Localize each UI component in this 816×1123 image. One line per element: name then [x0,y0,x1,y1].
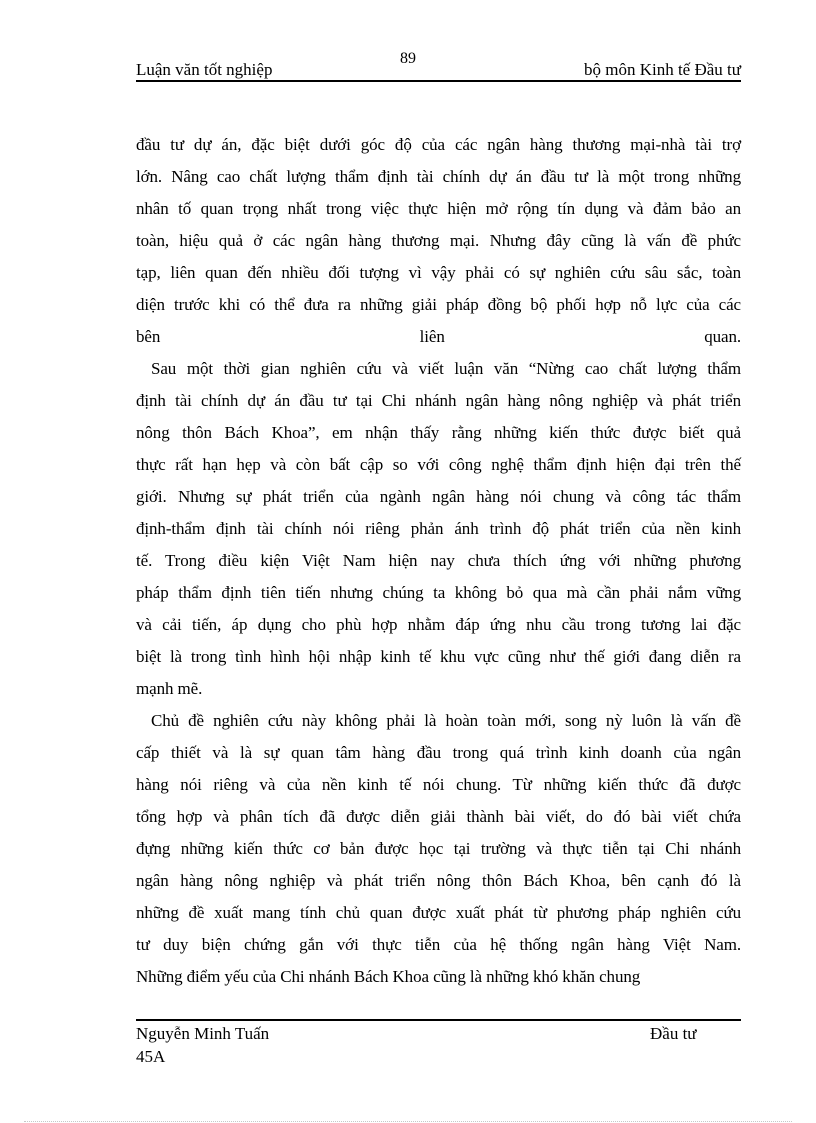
running-header [136,60,741,80]
page-bottom-border [24,1121,792,1122]
text-line: lớn. Nâng cao chất lượng thẩm định tài chính dự án đầu tư là một trong những [136,167,741,186]
text-line: định tài chính dự án đầu tư tại Chi nhánh ngân hàng nông nghiệp và phát triển [136,391,741,410]
footer-class: 45A [136,1047,166,1066]
text-line: những đề xuất mang tính chủ quan được xuất phát từ phương pháp nghiên cứu [136,903,741,922]
text-line: giới. Nhưng sự phát triển của ngành ngân hàng nói chung và công tác thẩm [136,487,741,506]
header-right-title: bộ môn Kinh tế Đầu tư [583,60,741,79]
text-line: Sau một thời gian nghiên cứu và viết luận văn “Nừng cao chất lượng thẩm [151,359,741,378]
footer-rule [136,1019,741,1021]
text-line: Chủ đề nghiên cứu này không phải là hoàn toàn mới, song nỳ luôn là vấn đề [151,711,741,730]
page-number: 89 [400,50,416,67]
text-line: tổng hợp và phân tích đã được diễn giải thành bài viết, do đó bài viết chứa [136,807,741,826]
text-line: biệt là trong tình hình hội nhập kinh tế khu vực cũng như thế giới đang diễn ra [136,647,741,666]
text-line: cấp thiết và là sự quan tâm hàng đầu trong quá trình kinh doanh của ngân [136,743,741,762]
paragraph-3 [136,705,741,993]
header-left-title: Luận văn tốt nghiệp [136,60,273,79]
text-line: hàng nói riêng và của nền kinh tế nói chung. Từ những kiến thức đã được [136,775,741,794]
footer-author: Nguyễn Minh Tuấn [136,1024,270,1043]
text-line: pháp thẩm định tiên tiến nhưng chúng ta không bỏ qua mà cần phải nắm vững [136,583,741,602]
text-line: Những điểm yếu của Chi nhánh Bách Khoa cũng là những khó khăn chung [136,967,641,986]
paragraph-1 [136,129,741,353]
text-line: thực rất hạn hẹp và còn bất cập so với công nghệ thẩm định hiện đại trên thế [136,455,741,474]
text-line: định-thẩm định tài chính nói riêng phản ánh trình độ phát triển của nền kinh [136,519,741,538]
paragraph-2 [136,353,741,705]
text-line: ngân hàng nông nghiệp và phát triển nông thôn Bách Khoa, bên cạnh đó là [136,871,741,890]
text-line: nông thôn Bách Khoa”, em nhận thấy rằng những kiến thức được biết quả [136,423,741,442]
text-line: bên liên quan. [136,327,741,346]
text-line: nhân tố quan trọng nhất trong việc thực hiện mở rộng tín dụng và đảm bảo an [136,199,741,218]
text-line: đầu tư dự án, đặc biệt dưới góc độ của các ngân hàng thương mại-nhà tài trợ [136,135,741,154]
header-rule [136,80,741,82]
text-line: tế. Trong điều kiện Việt Nam hiện nay chưa thích ứng với những phương [136,551,741,570]
text-line: mạnh mẽ. [136,679,203,698]
body-text [136,129,741,993]
text-line: diện trước khi có thể đưa ra những giải pháp đồng bộ phối hợp nỗ lực của các [136,295,741,314]
text-line: tạp, liên quan đến nhiều đối tượng vì vậy phải có sự nghiên cứu sâu sắc, toàn [136,263,741,282]
text-line: tư duy biện chứng gắn với thực tiễn của hệ thống ngân hàng Việt Nam. [136,935,741,954]
text-line: toàn, hiệu quả ở các ngân hàng thương mại. Nhưng đây cũng là vấn đề phức [136,231,741,250]
text-line: đựng những kiến thức cơ bản được học tại trường và thực tiễn tại Chi nhánh [136,839,741,858]
footer-department: Đầu tư [650,1024,697,1043]
text-line: và cải tiến, áp dụng cho phù hợp nhằm đáp ứng nhu cầu trong tương lai đặc [136,615,741,634]
